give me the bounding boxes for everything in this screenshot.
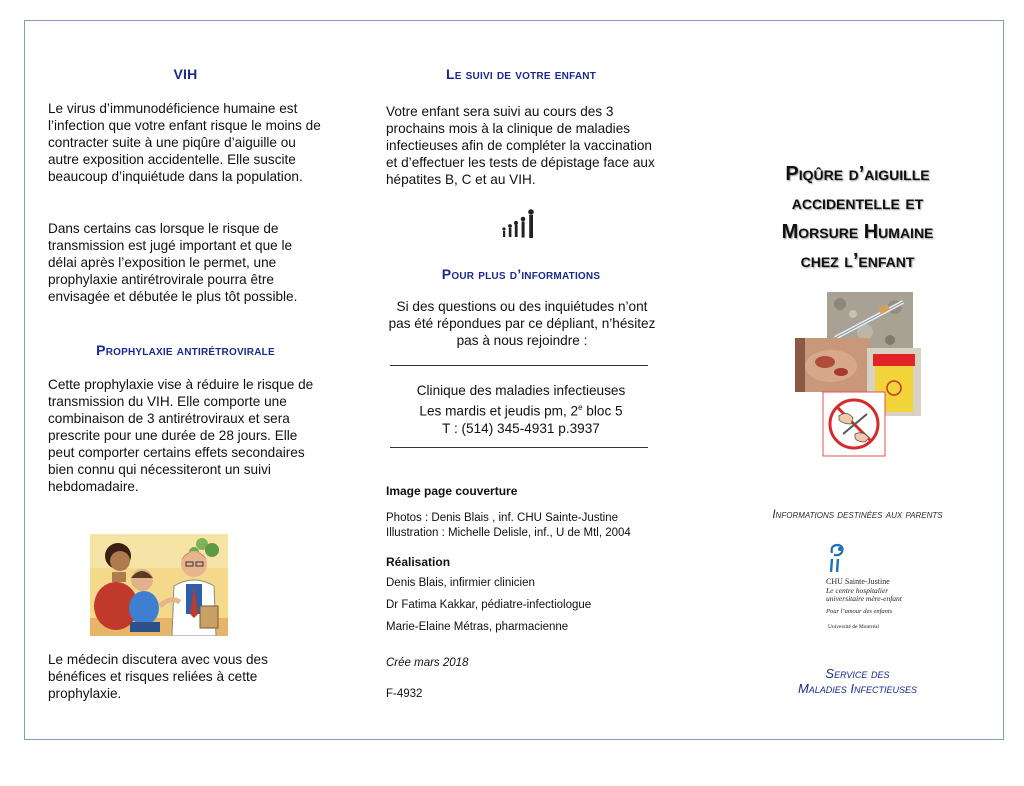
chu-logo-tag-2: universitaire mère-enfant — [826, 594, 902, 603]
doctor-family-illustration — [90, 534, 228, 636]
chu-logo-tag-1: Le centre hospitalier — [826, 585, 889, 595]
clinic-name: Clinique des maladies infectieuses — [416, 383, 626, 398]
clinic-info — [386, 382, 656, 437]
divider-top — [390, 365, 648, 366]
title-line-4: chez l’enfant — [800, 250, 915, 272]
illustration-credit: Illustration : Michelle Delisle, inf., U de Mtl, 2004 — [386, 526, 631, 539]
vih-heading: VIH — [173, 66, 198, 82]
cover-title — [730, 160, 985, 276]
vih-paragraph-1: Le virus d’immunodéficience humaine est l’infection que votre enfant risque le moins de contracter suite à une piqûre d’aiguille ou autre exposition accidentelle. Elle suscite beaucoup d’inquiétude dans la population. — [48, 101, 321, 184]
suivi-heading: Le suivi de votre enfant — [445, 66, 597, 82]
title-line-1: Piqûre d’aiguille — [785, 163, 930, 185]
udem-name: Université de Montréal — [828, 624, 880, 630]
suivi-paragraph: Votre enfant sera suivi au cours des 3 prochains mois à la clinique de maladies infectieuses afin de compléter la vaccination et d’effectuer les tests de dépistage face aux hépatites B, C et au VIH. — [386, 104, 655, 187]
created-date: Crée mars 2018 — [386, 657, 469, 669]
info-heading: Pour plus d’informations — [441, 266, 601, 282]
prophylaxie-heading: Prophylaxie antirétrovirale — [96, 342, 275, 358]
image-credits-heading: Image page couverture — [386, 484, 518, 498]
parents-info: Informations destinées aux parents — [772, 509, 943, 521]
author-2: Dr Fatima Kakkar, pédiatre-infectiologue — [386, 599, 592, 611]
form-code: F-4932 — [386, 688, 423, 700]
title-line-3: Morsure Humaine — [781, 221, 934, 243]
medecin-paragraph: Le médecin discutera avec vous des bénéfices et risques reliées à cette prophylaxie. — [48, 652, 268, 701]
chu-logo-mark — [826, 543, 848, 573]
author-1: Denis Blais, infirmier clinicien — [386, 577, 535, 589]
service-name — [730, 666, 985, 696]
udem-logo — [828, 624, 888, 630]
children-growth-icon — [500, 208, 540, 242]
chu-logo-tag-3: Pour l’amour des enfants — [826, 607, 893, 615]
clinic-phone: T : (514) 345-4931 p.3937 — [442, 420, 600, 436]
chu-logo — [826, 543, 926, 616]
chu-logo-name: CHU Sainte-Justine — [826, 577, 890, 586]
realisation-heading: Réalisation — [386, 555, 451, 569]
info-paragraph: Si des questions ou des inquiétudes n’ont pas été répondues par ce dépliant, n’hésitez pas à nous rejoindre : — [388, 299, 656, 348]
photos-credit: Photos : Denis Blais , inf. CHU Sainte-Justine — [386, 512, 619, 524]
clinic-hours: Les mardis et jeudis pm, 2e bloc 5 — [419, 403, 623, 419]
prophylaxie-paragraph: Cette prophylaxie vise à réduire le risque de transmission du VIH. Elle comporte une combinaison de 3 antirétroviraux et sera prescrite pour une durée de 28 jours. Elle peut comporter certains effets secondaires bien connu qui nécessiteront un suivi hebdomadaire. — [48, 377, 314, 494]
vih-paragraph-2: Dans certains cas lorsque le risque de transmission est jugé important et que le délai après l’exposition le permet, une prophylaxie antirétrovirale pourra être envisagée et débutée le plus tôt possible. — [48, 221, 298, 304]
service-line-2: Maladies Infectieuses — [797, 681, 918, 696]
service-line-1: Service des — [825, 666, 890, 681]
cover-photo-collage — [795, 292, 921, 458]
author-3: Marie-Elaine Métras, pharmacienne — [386, 621, 569, 633]
title-line-2: accidentelle et — [791, 192, 924, 214]
image-credits — [386, 511, 631, 540]
divider-bottom — [390, 447, 648, 448]
